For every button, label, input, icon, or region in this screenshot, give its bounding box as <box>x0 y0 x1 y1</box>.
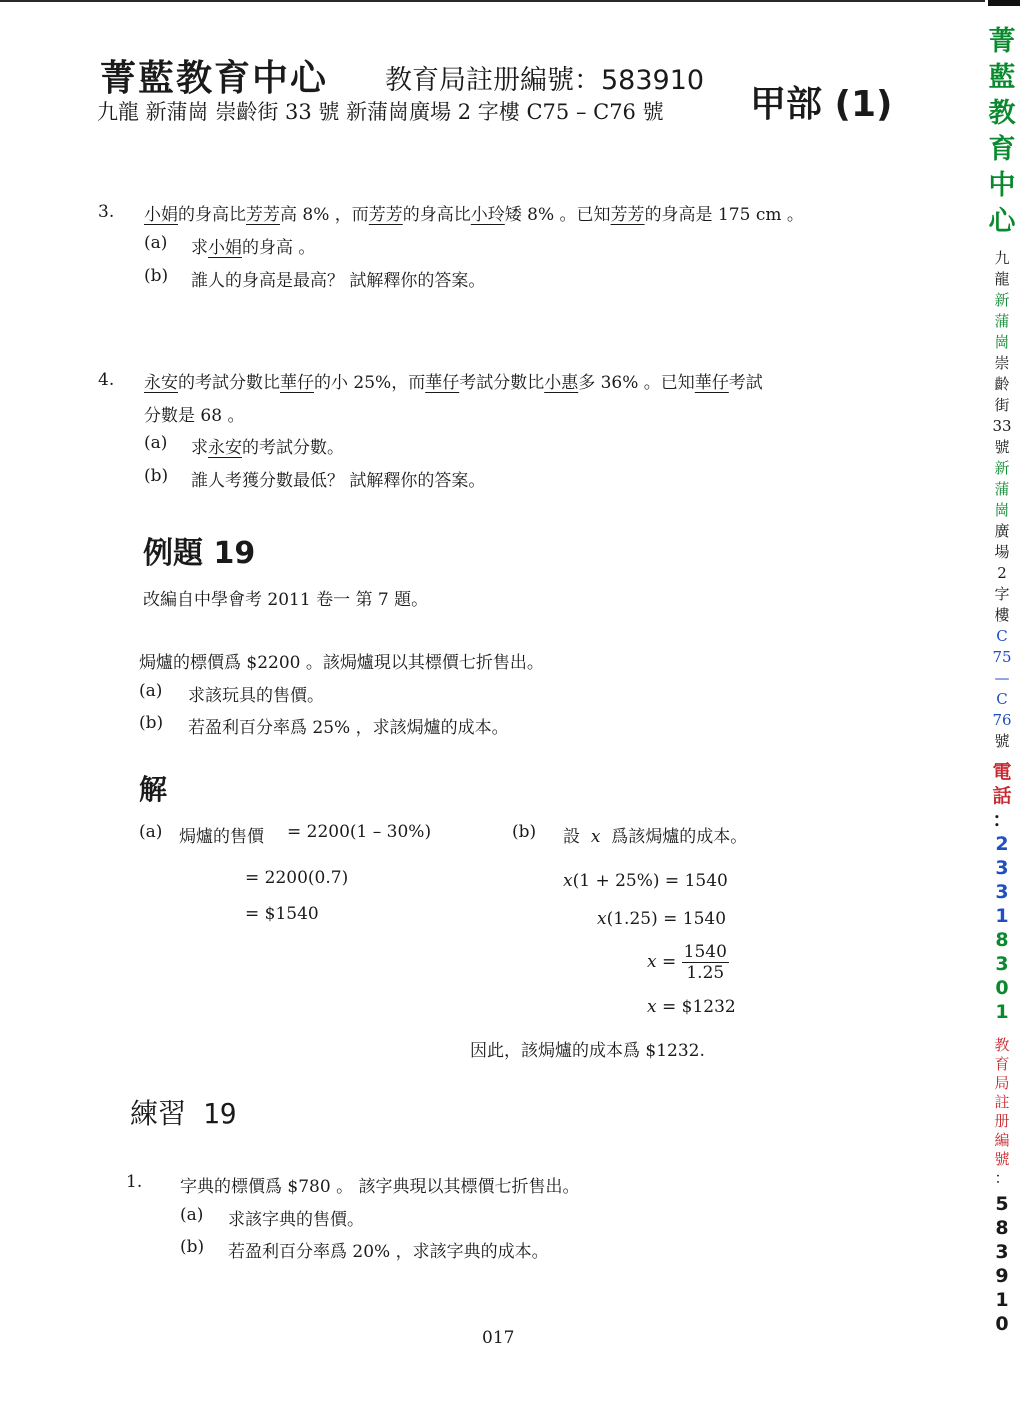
text-run: 考試 <box>728 373 763 393</box>
name-underlined: 華仔 <box>694 373 729 393</box>
side-address-char: 樓 <box>994 606 1010 624</box>
name-underlined: 小惠 <box>544 373 579 393</box>
side-phone-char: 0 <box>995 977 1009 999</box>
practice-1-text: 字典的標價爲 $780 。 該字典現以其標價七折售出。 <box>180 1177 580 1197</box>
question-4-text-line2: 分數是 68 。 <box>144 406 245 426</box>
side-phone-char: 3 <box>995 953 1009 975</box>
side-address-char: 龍 <box>994 270 1010 288</box>
side-registration-number-char: 9 <box>995 1265 1009 1287</box>
side-address <box>992 248 1011 752</box>
side-name-char: 藍 <box>988 62 1016 93</box>
text-run: 的考試分數比 <box>178 373 280 393</box>
variable: x <box>597 909 607 929</box>
side-phone-char: 話 <box>992 785 1012 807</box>
side-phone-char: 3 <box>995 857 1009 879</box>
solution-b-label: (b) <box>512 822 537 842</box>
solution-a-line-1: = 2200(1 – 30%) <box>287 822 432 842</box>
side-phone <box>992 760 1011 1024</box>
side-registration-char: ： <box>994 1169 1010 1187</box>
side-name-char: 教 <box>988 98 1016 129</box>
text-run: 的身高是 175 cm 。 <box>644 205 804 225</box>
side-name-char: 中 <box>988 170 1016 201</box>
text-run: 的身高比 <box>178 205 246 225</box>
question-3-number: 3. <box>98 202 115 222</box>
side-address-char: — <box>994 669 1010 687</box>
side-name-char: 心 <box>988 206 1016 237</box>
side-address-char: 號 <box>994 438 1010 456</box>
practice-1-number: 1. <box>126 1172 143 1192</box>
solution-b-line-1 <box>563 871 728 891</box>
side-phone-char: 電 <box>992 761 1012 783</box>
side-address-char: 蒲 <box>994 312 1010 330</box>
solution-b-line-3 <box>647 942 729 983</box>
side-address-char: 蒲 <box>994 480 1010 498</box>
variable: x <box>647 952 657 972</box>
part-label: 甲部 (1) <box>750 84 893 125</box>
side-address-char: C <box>996 690 1008 708</box>
side-phone-char: 1 <box>995 905 1009 927</box>
side-phone-char: 3 <box>995 881 1009 903</box>
side-registration-char: 册 <box>994 1112 1010 1130</box>
variable: x <box>590 827 601 847</box>
question-3b-text: 誰人的身高是最高？ 試解釋你的答案。 <box>191 271 486 291</box>
question-4b-text: 誰人考獲分數最低？ 試解釋你的答案。 <box>191 471 486 491</box>
solution-a-label: (a) <box>139 822 163 842</box>
question-3a-text <box>191 233 315 258</box>
side-address-char: 新 <box>994 459 1010 477</box>
text-run: 高 8% ，而 <box>280 205 369 225</box>
question-3b-label: (b) <box>144 266 169 286</box>
center-address: 九龍 新蒲崗 崇齡街 33 號 新蒲崗廣場 2 字樓 C75 – C76 號 <box>97 100 664 124</box>
side-address-char: 新 <box>994 291 1010 309</box>
name-underlined: 芳芳 <box>610 205 645 225</box>
solution-b-lead <box>563 822 747 847</box>
side-address-char: 2 <box>997 564 1007 582</box>
side-registration-number <box>995 1192 1008 1336</box>
center-name: 菁藍教育中心 <box>100 58 329 99</box>
solution-a-line-2: = 2200(0.7) <box>245 868 349 888</box>
name-underlined: 小玲 <box>470 205 505 225</box>
side-address-char: 崇 <box>994 354 1010 372</box>
name-underlined: 小娟 <box>208 238 242 258</box>
side-address-char: 廣 <box>994 522 1010 540</box>
page-number: 017 <box>482 1328 515 1348</box>
text-run: 爲該焗爐的成本。 <box>611 827 748 847</box>
question-4a-text <box>191 433 344 458</box>
text-run: 矮 8% 。已知 <box>504 205 611 225</box>
name-underlined: 華仔 <box>280 373 314 393</box>
top-corner-mark <box>988 0 1020 6</box>
side-registration-number-char: 5 <box>995 1193 1009 1215</box>
side-registration-char: 號 <box>994 1150 1010 1168</box>
variable: x <box>647 997 657 1017</box>
text-run: 求 <box>191 238 208 258</box>
question-4-text-line1 <box>144 368 763 393</box>
practice-1b-text: 若盈利百分率爲 20% ，求該字典的成本。 <box>228 1242 549 1262</box>
question-3-text <box>144 200 804 225</box>
practice-title: 練習 19 <box>130 1097 237 1130</box>
side-registration-number-char: 0 <box>995 1313 1009 1335</box>
text-run: 的身高 。 <box>242 238 316 258</box>
side-registration-char: 編 <box>994 1131 1010 1149</box>
practice-1b-label: (b) <box>180 1237 205 1257</box>
text-run: = <box>662 952 677 972</box>
side-address-char: 崗 <box>994 333 1010 351</box>
solution-a-line-3: = $1540 <box>245 904 319 924</box>
text-run: = $1232 <box>662 997 736 1017</box>
example-b-text: 若盈利百分率爲 25% ，求該焗爐的成本。 <box>188 718 509 738</box>
question-3a-label: (a) <box>144 233 168 253</box>
side-name-char: 菁 <box>988 26 1016 57</box>
example-source: 改編自中學會考 2011 卷一 第 7 題。 <box>143 590 429 610</box>
side-registration-number-char: 8 <box>995 1217 1009 1239</box>
side-phone-char: 1 <box>995 1001 1009 1023</box>
registration-number: 教育局註册編號：583910 <box>385 65 705 96</box>
practice-1a-text: 求該字典的售價。 <box>228 1210 364 1230</box>
side-address-char: 33 <box>992 417 1012 435</box>
name-underlined: 芳芳 <box>368 205 403 225</box>
solution-b-line-2 <box>597 909 726 929</box>
solution-a-lead: 焗爐的售價 <box>179 827 264 847</box>
name-underlined: 小娟 <box>144 205 178 225</box>
side-address-char: 字 <box>994 585 1010 603</box>
example-a-text: 求該玩具的售價。 <box>188 686 324 706</box>
solution-title: 解 <box>139 773 168 806</box>
side-address-char: 76 <box>992 711 1012 729</box>
solution-b-line-4 <box>647 997 736 1017</box>
side-registration <box>994 1036 1009 1188</box>
side-phone-char: 8 <box>995 929 1009 951</box>
name-underlined: 芳芳 <box>246 205 280 225</box>
fraction-numerator: 1540 <box>683 942 727 962</box>
side-address-char: 齡 <box>994 375 1010 393</box>
side-address-char: C <box>996 627 1008 645</box>
fraction <box>682 942 729 983</box>
question-4b-label: (b) <box>144 466 169 486</box>
text-run: 的小 25%，而 <box>314 373 426 393</box>
text-run: 設 <box>563 827 580 847</box>
side-phone-char: 2 <box>995 833 1009 855</box>
variable: x <box>563 871 573 891</box>
text-run: 的身高比 <box>402 205 471 225</box>
text-run: 的考試分數。 <box>242 438 344 458</box>
side-address-char: 號 <box>994 732 1010 750</box>
side-phone-char: ： <box>992 809 1012 831</box>
text-run: 求 <box>191 438 208 458</box>
name-underlined: 華仔 <box>425 373 460 393</box>
side-name-char: 育 <box>988 134 1016 165</box>
side-registration-char: 局 <box>994 1074 1010 1092</box>
side-address-char: 崗 <box>994 501 1010 519</box>
side-address-char: 街 <box>994 396 1010 414</box>
side-address-char: 場 <box>994 543 1010 561</box>
name-underlined: 永安 <box>208 438 242 458</box>
side-center-name <box>989 24 1016 240</box>
text-run: (1 + 25%) = 1540 <box>572 871 728 891</box>
example-b-label: (b) <box>139 713 164 733</box>
side-registration-char: 教 <box>994 1036 1010 1054</box>
fraction-denominator: 1.25 <box>686 963 725 983</box>
name-underlined: 永安 <box>144 373 178 393</box>
practice-1a-label: (a) <box>180 1205 204 1225</box>
side-registration-char: 育 <box>994 1055 1010 1073</box>
example-a-label: (a) <box>139 681 163 701</box>
text-run: 考試分數比 <box>459 373 545 393</box>
side-registration-char: 註 <box>994 1093 1010 1111</box>
question-4a-label: (a) <box>144 433 168 453</box>
example-intro: 焗爐的標價爲 $2200 。該焗爐現以其標價七折售出。 <box>139 653 544 673</box>
side-registration-number-char: 1 <box>995 1289 1009 1311</box>
side-address-char: 75 <box>992 648 1012 666</box>
side-address-char: 九 <box>994 249 1010 267</box>
text-run: (1.25) = 1540 <box>606 909 727 929</box>
top-border-line <box>0 0 985 2</box>
side-registration-number-char: 3 <box>995 1241 1009 1263</box>
text-run: 多 36% 。已知 <box>578 373 695 393</box>
example-title: 例題 19 <box>143 536 256 571</box>
question-4-number: 4. <box>98 370 115 390</box>
solution-conclusion: 因此，該焗爐的成本爲 $1232. <box>470 1041 705 1061</box>
side-banner <box>988 24 1016 1336</box>
